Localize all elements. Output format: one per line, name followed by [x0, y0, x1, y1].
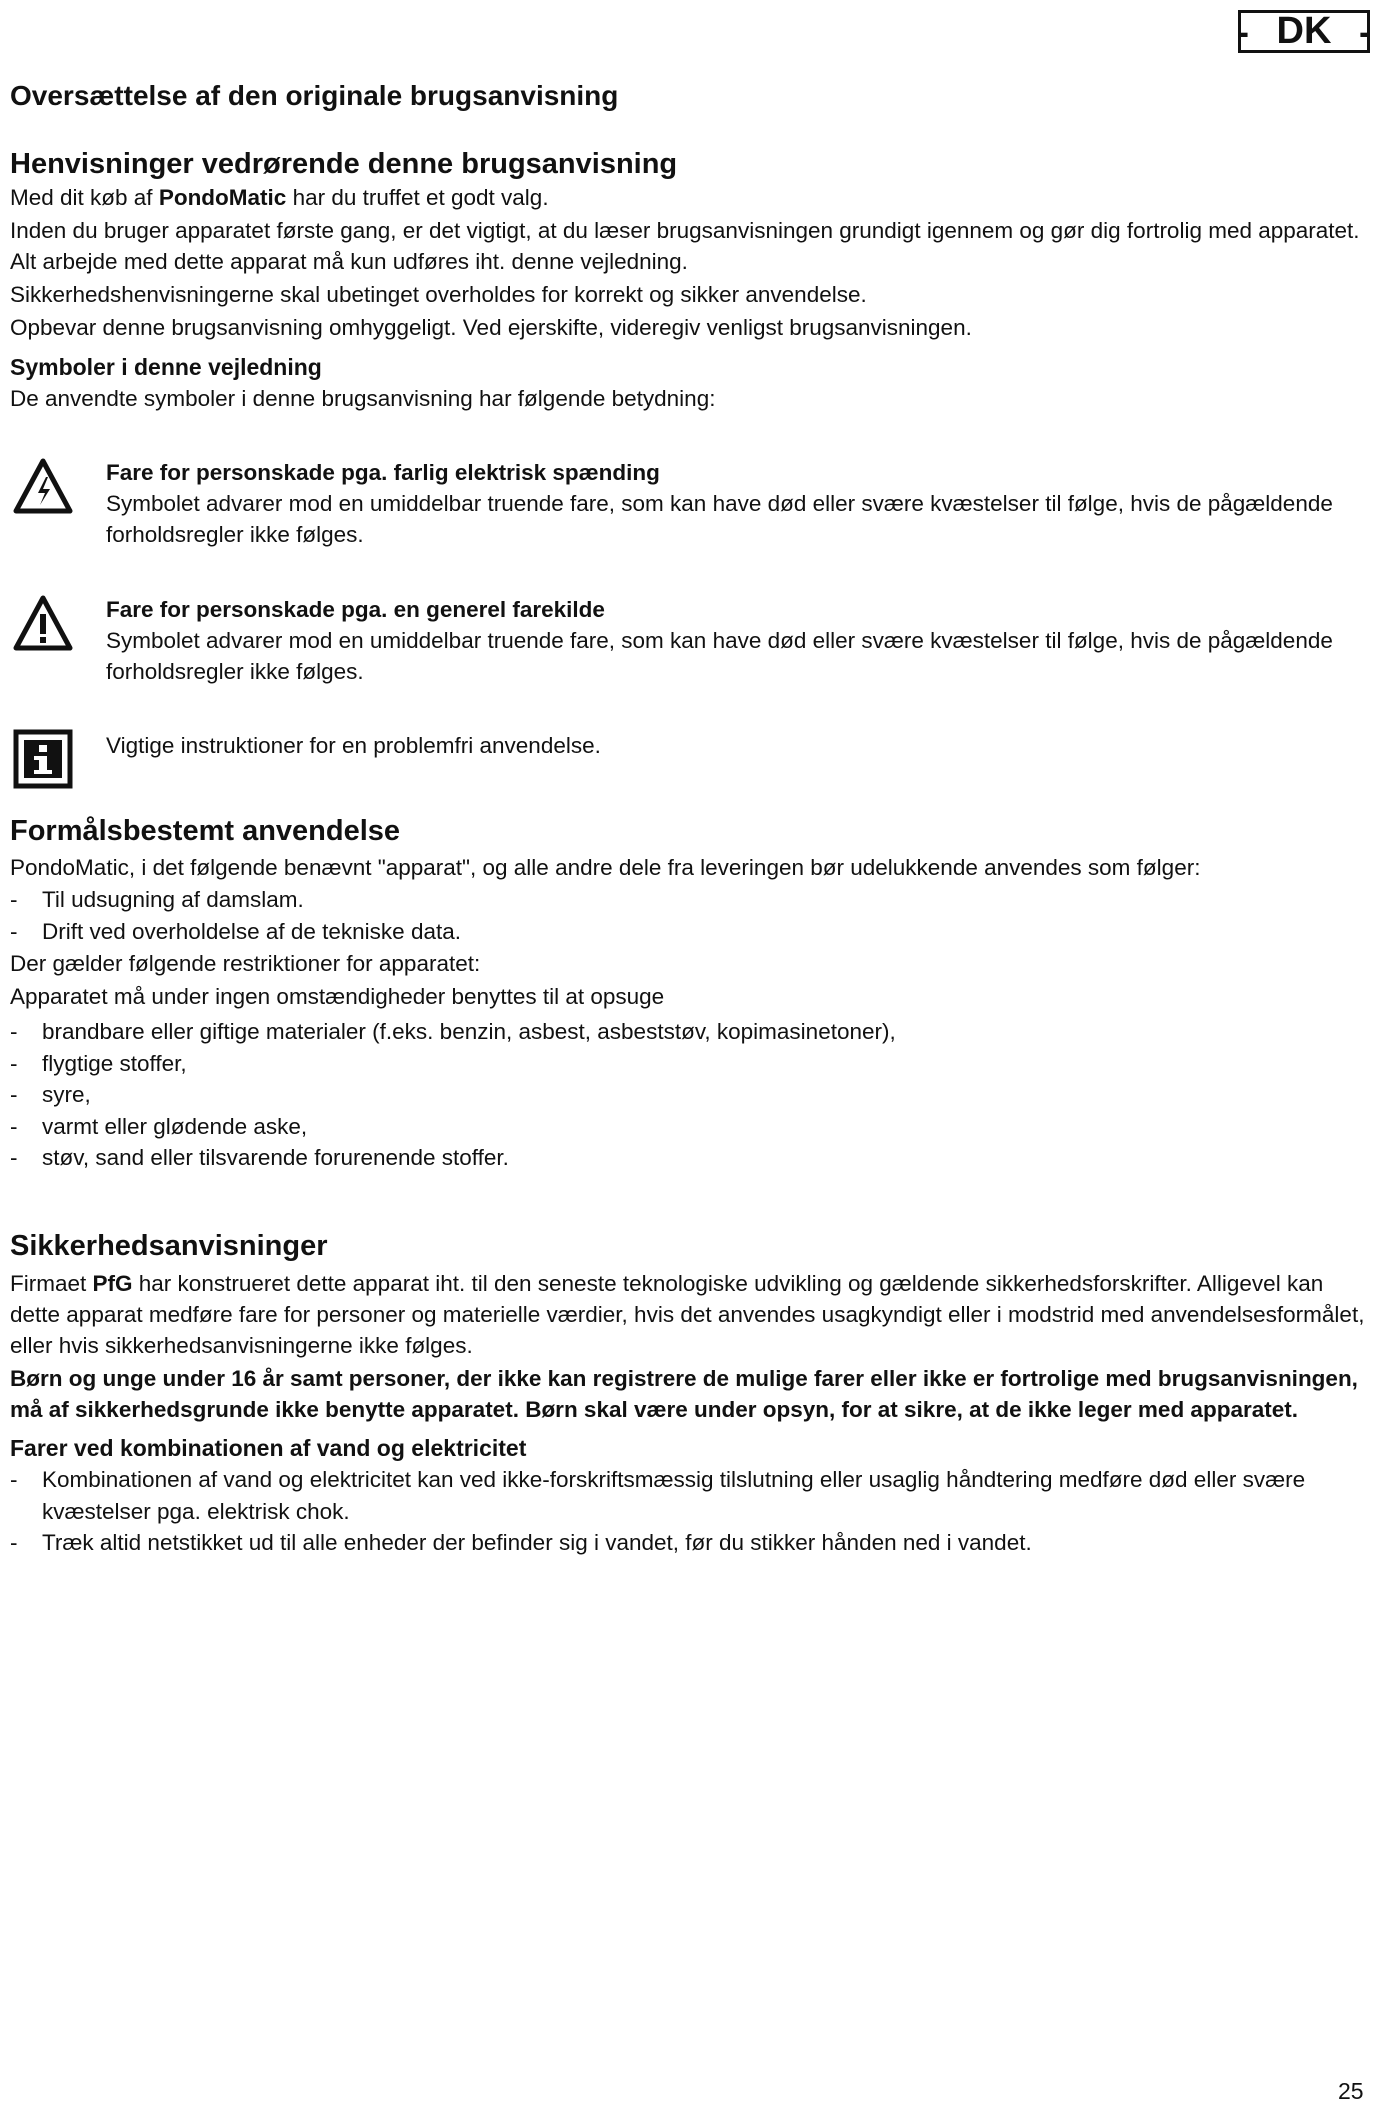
notes-section — [10, 148, 1372, 343]
list-item: - støv, sand eller tilsvarende forurenende stoffer. — [10, 1142, 1372, 1174]
safety-section — [10, 1230, 1372, 1559]
list-item: - Drift ved overholdelse af de tekniske data. — [10, 916, 1372, 948]
page-number: 25 — [1338, 2078, 1364, 2104]
list-item: - brandbare eller giftige materialer (f.eks. benzin, asbest, asbeststøv, kopimasinetoner), — [10, 1016, 1372, 1048]
notes-heading: Henvisninger vedrørende denne brugsanvisning — [10, 148, 678, 180]
symbol-text-info — [106, 730, 1372, 761]
general-warning-icon — [12, 594, 74, 656]
notes-paragraph-1 — [10, 182, 1372, 213]
safety-subheading: Farer ved kombinationen af vand og elektricitet — [10, 1435, 527, 1461]
symbol-desc-general: Symbolet advarer mod en umiddelbar truende fare, som kan have død eller svære kvæstelser til følge, hvis de pågældende forholdsregler ikke følges. — [106, 628, 1333, 684]
safety-p1-post: har konstrueret dette apparat iht. til den seneste teknologiske udvikling og gældende sikkerhedsforskrifter. Alligevel kan dette apparat medføre fare for personer og materielle værdier, hvis det anvendes usagkyndigt eller i modstrid med anvendelsesformålet, eller hvis sikkerhedsanvisningerne ikke følges. — [10, 1271, 1365, 1358]
safety-warning: Børn og unge under 16 år samt personer, der ikke kan registrere de mulige farer eller ikke er fortrolige med brugsanvisningen, må af sikkerhedsgrunde ikke benytte apparatet. Børn skal være under opsyn, for at sikre, at de ikke leger med apparatet. — [10, 1366, 1358, 1422]
notes-paragraph-2: Inden du bruger apparatet første gang, er det vigtigt, at du læser brugsanvisningen grundigt igennem og gør dig fortrolig med apparatet. Alt arbejde med dette apparat må kun udføres iht. denne vejledning. — [10, 218, 1360, 274]
safety-paragraph — [10, 1268, 1372, 1361]
list-item: - Træk altid netstikket ud til alle enheder der befinder sig i vandet, før du stikker hånden ned i vandet. — [10, 1527, 1372, 1559]
lang-tag-dash-right: - — [1359, 11, 1371, 52]
intended-use-heading: Formålsbestemt anvendelse — [10, 815, 401, 847]
list-item: - varmt eller glødende aske, — [10, 1111, 1372, 1143]
safety-p1-pre: Firmaet — [10, 1271, 93, 1296]
lang-tag-code: DK — [1276, 10, 1332, 52]
safety-list — [10, 1464, 1372, 1559]
info-icon — [12, 728, 74, 790]
electric-hazard-icon — [12, 457, 74, 519]
notes-paragraph-3: Sikkerhedshenvisningerne skal ubetinget overholdes for korrekt og sikker anvendelse. — [10, 282, 867, 307]
symbol-desc-info: Vigtige instruktioner for en problemfri anvendelse. — [106, 733, 601, 758]
brand-name: PondoMatic — [158, 185, 287, 210]
symbols-section — [10, 354, 1372, 414]
symbols-intro: De anvendte symboler i denne brugsanvisning har følgende betydning: — [10, 386, 716, 411]
list-item: - Kombinationen af vand og elektricitet kan ved ikke-forskriftsmæssig tilslutning eller usaglig håndtering medføre død eller svære kvæstelser pga. elektrisk chok. — [10, 1464, 1372, 1527]
restrictions-list — [10, 1016, 1372, 1174]
notes-paragraph-4: Opbevar denne brugsanvisning omhyggeligt. Ved ejerskifte, videregiv venligst brugsanvisningen. — [10, 315, 972, 340]
list-item: - Til udsugning af damslam. — [10, 884, 1372, 916]
restrictions-lead: Apparatet må under ingen omstændigheder benyttes til at opsuge — [10, 984, 665, 1009]
notes-p1-pre: Med dit køb af — [10, 185, 159, 210]
list-item: - syre, — [10, 1079, 1372, 1111]
symbols-heading: Symboler i denne vejledning — [10, 354, 322, 380]
language-tag — [1238, 10, 1370, 53]
symbol-title-general: Fare for personskade pga. en generel farekilde — [106, 597, 605, 622]
document-title: Oversættelse af den originale brugsanvisning — [10, 80, 619, 111]
safety-heading: Sikkerhedsanvisninger — [10, 1230, 328, 1262]
symbol-desc-electric: Symbolet advarer mod en umiddelbar truende fare, som kan have død eller svære kvæstelser til følge, hvis de pågældende forholdsregler ikke følges. — [106, 491, 1333, 547]
uses-list — [10, 884, 1372, 947]
lang-tag-dash-left: - — [1237, 11, 1249, 52]
notes-p1-post: har du truffet et godt valg. — [286, 185, 549, 210]
list-item: - flygtige stoffer, — [10, 1048, 1372, 1080]
company-name: PfG — [92, 1271, 133, 1296]
symbol-title-electric: Fare for personskade pga. farlig elektrisk spænding — [106, 460, 660, 485]
symbol-text-general — [106, 594, 1372, 687]
symbol-text-electric — [106, 457, 1372, 550]
intended-use-section — [10, 815, 1372, 1174]
intended-use-intro: PondoMatic, i det følgende benævnt "apparat", og alle andre dele fra leveringen bør udelukkende anvendes som følger: — [10, 855, 1201, 880]
restrictions-intro: Der gælder følgende restriktioner for apparatet: — [10, 951, 481, 976]
